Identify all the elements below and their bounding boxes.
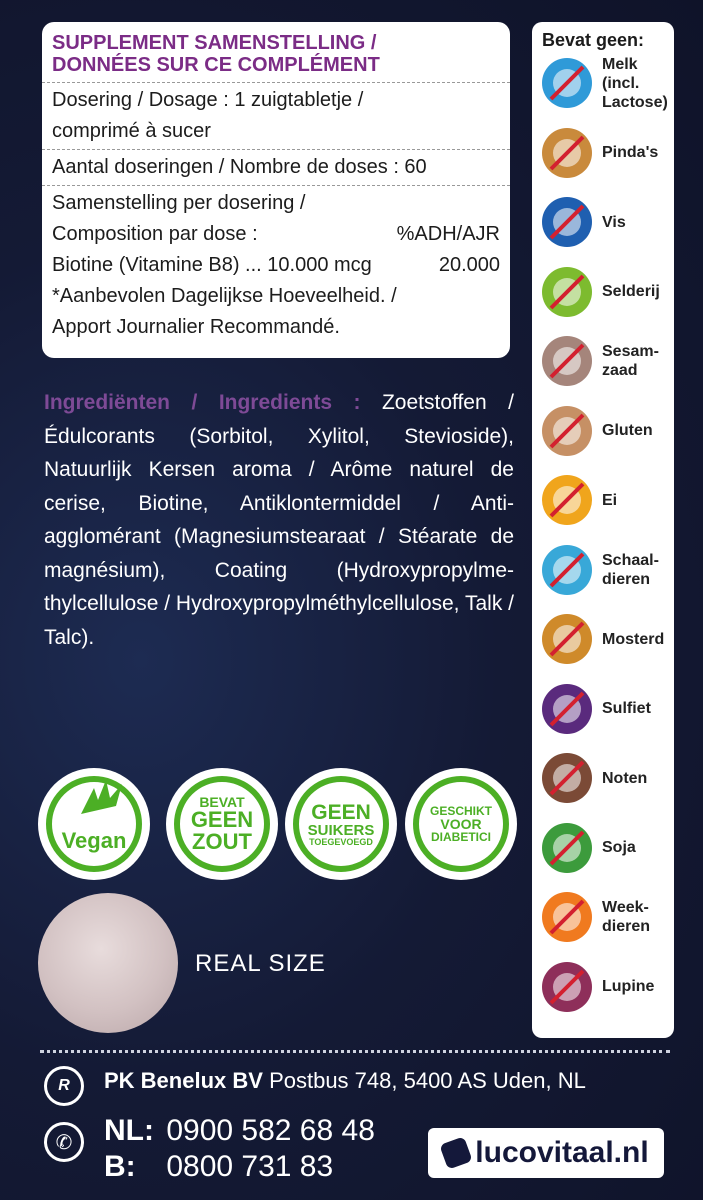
lucovitaal-logo (428, 1128, 664, 1178)
composition-line-1: Samenstelling per dosering / (52, 192, 306, 214)
allergen-item (542, 55, 674, 114)
no-sugar-line-3: TOEGEVOEGD (309, 836, 373, 847)
allergen-label: Pinda's (602, 144, 659, 161)
composition-line-2: Composition par dose : (52, 223, 258, 245)
allergen-label: Schaal- dieren (602, 551, 659, 588)
allergen-label: Week- dieren (602, 899, 651, 935)
phone-icon: ✆ (44, 1122, 84, 1162)
allergen-panel (532, 22, 674, 1038)
allergen-item (542, 545, 674, 601)
allergen-label: Melk (incl. Lactose) (602, 55, 668, 111)
allergen-label: Ei (602, 491, 618, 509)
vegan-label: Vegan (61, 828, 127, 853)
allergen-label: Lupine (602, 978, 655, 995)
sesame-icon (542, 336, 592, 386)
soy-icon (542, 823, 592, 873)
dosage-row (42, 83, 510, 150)
egg-icon (542, 475, 592, 525)
allergen-label: Mosterd (602, 630, 665, 648)
sulphite-icon (542, 684, 592, 734)
leaf-icon (76, 778, 136, 818)
composition-row (42, 186, 510, 345)
allergen-item (542, 823, 674, 879)
diabetic-line-2: VOOR (440, 816, 482, 832)
phone-nl (104, 1114, 375, 1148)
allergen-item (542, 197, 674, 253)
composition-header (52, 219, 500, 250)
mollusc-icon (542, 892, 592, 942)
mustard-icon (542, 614, 592, 664)
allergen-label: Sesam- zaad (602, 343, 659, 379)
peanut-icon (542, 128, 592, 178)
ingredients-list: Zoetstoffen / Édulcorants (Sorbitol, Xylitol, Stevioside), Natuurlijk Kersen aroma / Arôme naturel de cerise, Biotine, Antiklontermiddel / Anti-agglomérant (Magnesiumstearaat / Stéarate de magnésium), Coating (Hydroxypropylme-thylcellulose / Hydroxypropylméthylcellulose, Talk / Talc). (44, 391, 514, 649)
logo-mark-icon (440, 1136, 473, 1169)
real-size-label: REAL SIZE (195, 950, 326, 977)
no-salt-badge (166, 768, 278, 880)
allergen-item (542, 267, 674, 323)
no-salt-line-1: BEVAT (199, 794, 245, 810)
ingredients-text (44, 386, 514, 654)
phone-b-label: B: (104, 1150, 136, 1183)
diabetic-badge-ring (413, 776, 509, 872)
lupin-icon (542, 962, 592, 1012)
phone-b (104, 1150, 333, 1184)
rdi-header: %ADH/AJR (396, 223, 500, 245)
no-sugar-badge (285, 768, 397, 880)
allergen-item (542, 684, 674, 740)
no-salt-line-3: ZOUT (192, 829, 252, 854)
allergen-label: Vis (602, 213, 626, 231)
facts-title-line-1: SUPPLEMENT SAMENSTELLING / (52, 32, 377, 54)
allergen-label: Noten (602, 769, 648, 787)
facts-title (42, 22, 510, 83)
vegan-badge-ring (46, 776, 142, 872)
ingredients-label: Ingrediënten / Ingredients : (44, 391, 361, 414)
allergen-title: Bevat geen: (542, 30, 645, 50)
doses-text: Aantal doseringen / Nombre de doses : 60 (52, 156, 427, 178)
tablet-image (38, 893, 178, 1033)
footnote-line-1: *Aanbevolen Dagelijkse Hoeveelheid. / (52, 285, 397, 307)
allergen-label: Gluten (602, 422, 653, 439)
phone-nl-number: 0900 582 68 48 (166, 1114, 375, 1147)
allergen-item (542, 753, 674, 809)
allergen-item (542, 336, 674, 392)
allergen-item (542, 892, 674, 948)
fish-icon (542, 197, 592, 247)
diabetic-line-3: DIABETICI (431, 830, 491, 844)
allergen-item (542, 475, 674, 531)
facts-title-line-2: DONNÉES SUR CE COMPLÉMENT (52, 54, 380, 76)
allergen-label: Sulfiet (602, 700, 651, 717)
allergen-item (542, 128, 674, 184)
nutrient-rdi: 20.000 (438, 254, 500, 276)
company-name: PK Benelux BV (104, 1068, 263, 1093)
phone-nl-label: NL: (104, 1114, 154, 1147)
phone-b-number: 0800 731 83 (166, 1150, 334, 1183)
no-sugar-line-1: GEEN (311, 800, 371, 824)
supplement-facts-box (42, 22, 510, 358)
allergen-item (542, 614, 674, 670)
no-sugar-badge-ring (293, 776, 389, 872)
nutrient-row (52, 250, 500, 281)
wheat-icon (542, 406, 592, 456)
pk-logo-icon: R (44, 1066, 84, 1106)
allergen-item (542, 406, 674, 462)
company-address: Postbus 748, 5400 AS Uden, NL (269, 1068, 586, 1093)
no-salt-badge-ring (174, 776, 270, 872)
diabetic-line-1: GESCHIKT (429, 804, 492, 818)
diabetic-badge (405, 768, 517, 880)
no-salt-line-2: GEEN (190, 807, 254, 832)
no-sugar-line-2: SUIKERS (307, 821, 375, 839)
footnote-line-2: Apport Journalier Recommandé. (52, 316, 340, 338)
milk-bottle-icon (542, 58, 592, 108)
celery-icon (542, 267, 592, 317)
logo-text: lucovitaal.nl (475, 1136, 649, 1169)
company-line (104, 1068, 586, 1094)
dosage-line-2: comprimé à sucer (52, 120, 211, 142)
vegan-badge (38, 768, 150, 880)
dosage-line-1: Dosering / Dosage : 1 zuigtabletje / (52, 89, 364, 111)
nutrient-name-amount: Biotine (Vitamine B8) ... 10.000 mcg (52, 254, 372, 276)
doses-row (42, 150, 510, 186)
allergen-label: Soja (602, 839, 636, 856)
nut-icon (542, 753, 592, 803)
footer-divider (40, 1050, 670, 1053)
shellfish-icon (542, 545, 592, 595)
allergen-label: Selderij (602, 283, 660, 300)
allergen-item (542, 962, 674, 1018)
